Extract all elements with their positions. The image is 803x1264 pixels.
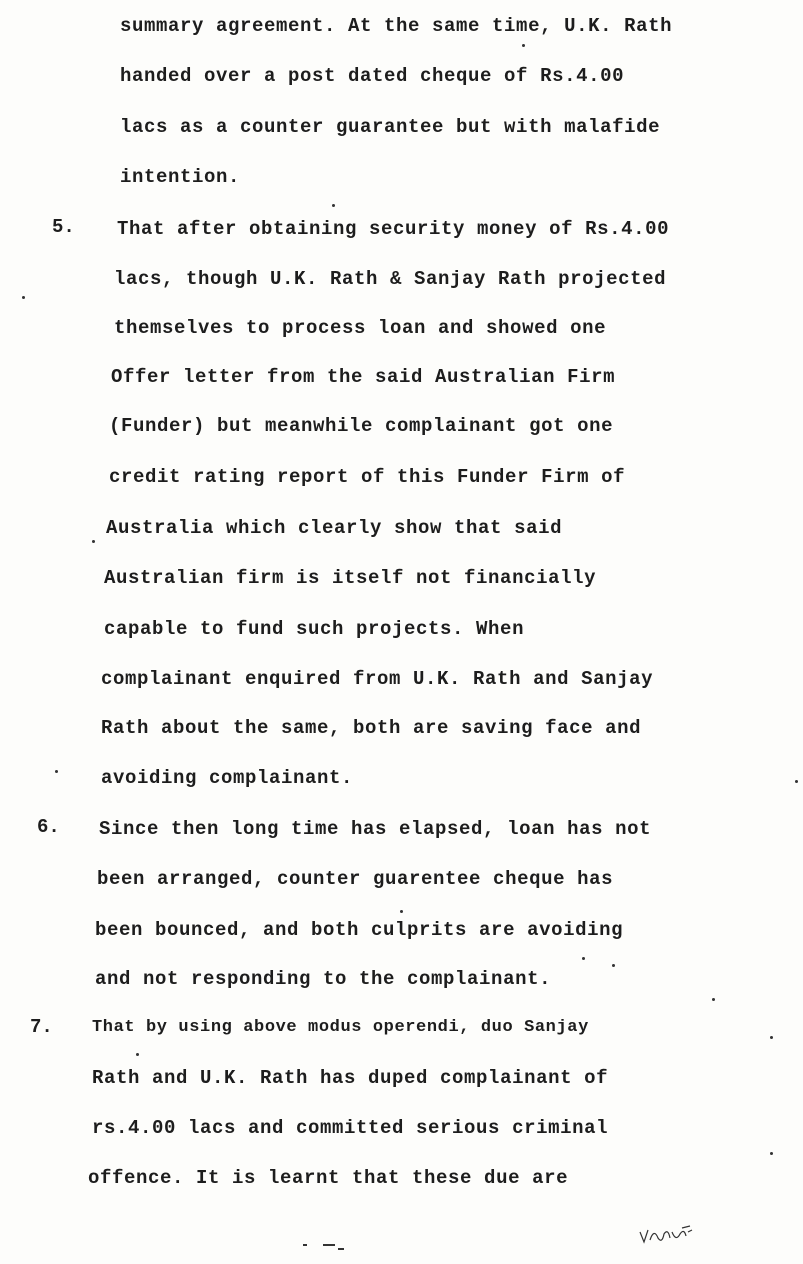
paragraph-5-line-8: Australian firm is itself not financially [104, 567, 597, 589]
scan-speck [522, 44, 525, 47]
paragraph-6-number: 6. [37, 816, 60, 838]
paragraph-5-line-11: Rath about the same, both are saving face and [101, 717, 642, 739]
scan-speck [22, 296, 25, 299]
paragraph-6-line-4: and not responding to the complainant. [95, 968, 552, 990]
scan-speck [770, 1152, 773, 1155]
paragraph-5-line-4: Offer letter from the said Australian Firm [111, 366, 616, 388]
bottom-mark [338, 1248, 344, 1250]
paragraph-5-line-1: That after obtaining security money of Rs.4.00 [117, 218, 670, 240]
paragraph-5-line-7: Australia which clearly show that said [106, 517, 563, 539]
scan-speck [795, 780, 798, 783]
initials-signature [636, 1222, 696, 1246]
scan-speck [582, 957, 585, 960]
paragraph-7-line-1: That by using above modus operendi, duo Sanjay [92, 1018, 589, 1037]
paragraph-7-number: 7. [30, 1016, 53, 1038]
paragraph-5-number: 5. [52, 216, 75, 238]
bottom-mark [323, 1244, 335, 1246]
scan-speck [400, 910, 403, 913]
paragraph-6-line-1: Since then long time has elapsed, loan has not [99, 818, 652, 840]
paragraph-4-line-2: handed over a post dated cheque of Rs.4.00 [120, 65, 625, 87]
paragraph-7-line-2: Rath and U.K. Rath has duped complainant of [92, 1067, 609, 1089]
scan-speck [332, 204, 335, 207]
paragraph-5-line-3: themselves to process loan and showed one [114, 317, 607, 339]
paragraph-6-line-3: been bounced, and both culprits are avoiding [95, 919, 624, 941]
paragraph-5-line-2: lacs, though U.K. Rath & Sanjay Rath projected [114, 268, 667, 290]
paragraph-7-line-4: offence. It is learnt that these due are [88, 1167, 569, 1189]
paragraph-7-line-3: rs.4.00 lacs and committed serious criminal [92, 1117, 609, 1139]
scan-speck [612, 964, 615, 967]
paragraph-5-line-10: complainant enquired from U.K. Rath and Sanjay [101, 668, 654, 690]
scan-speck [55, 770, 58, 773]
paragraph-5-line-12: avoiding complainant. [101, 767, 354, 789]
paragraph-4-line-4: intention. [120, 166, 241, 188]
paragraph-5-line-9: capable to fund such projects. When [104, 618, 525, 640]
paragraph-4-line-1: summary agreement. At the same time, U.K. Rath [120, 15, 673, 37]
scan-speck [770, 1036, 773, 1039]
scan-speck [136, 1053, 139, 1056]
paragraph-5-line-5: (Funder) but meanwhile complainant got one [109, 415, 614, 437]
paragraph-5-line-6: credit rating report of this Funder Firm of [109, 466, 626, 488]
bottom-mark [303, 1244, 307, 1246]
paragraph-4-line-3: lacs as a counter guarantee but with malafide [120, 116, 661, 138]
scan-speck [712, 998, 715, 1001]
paragraph-6-line-2: been arranged, counter guarentee cheque has [97, 868, 614, 890]
scan-speck [92, 540, 95, 543]
